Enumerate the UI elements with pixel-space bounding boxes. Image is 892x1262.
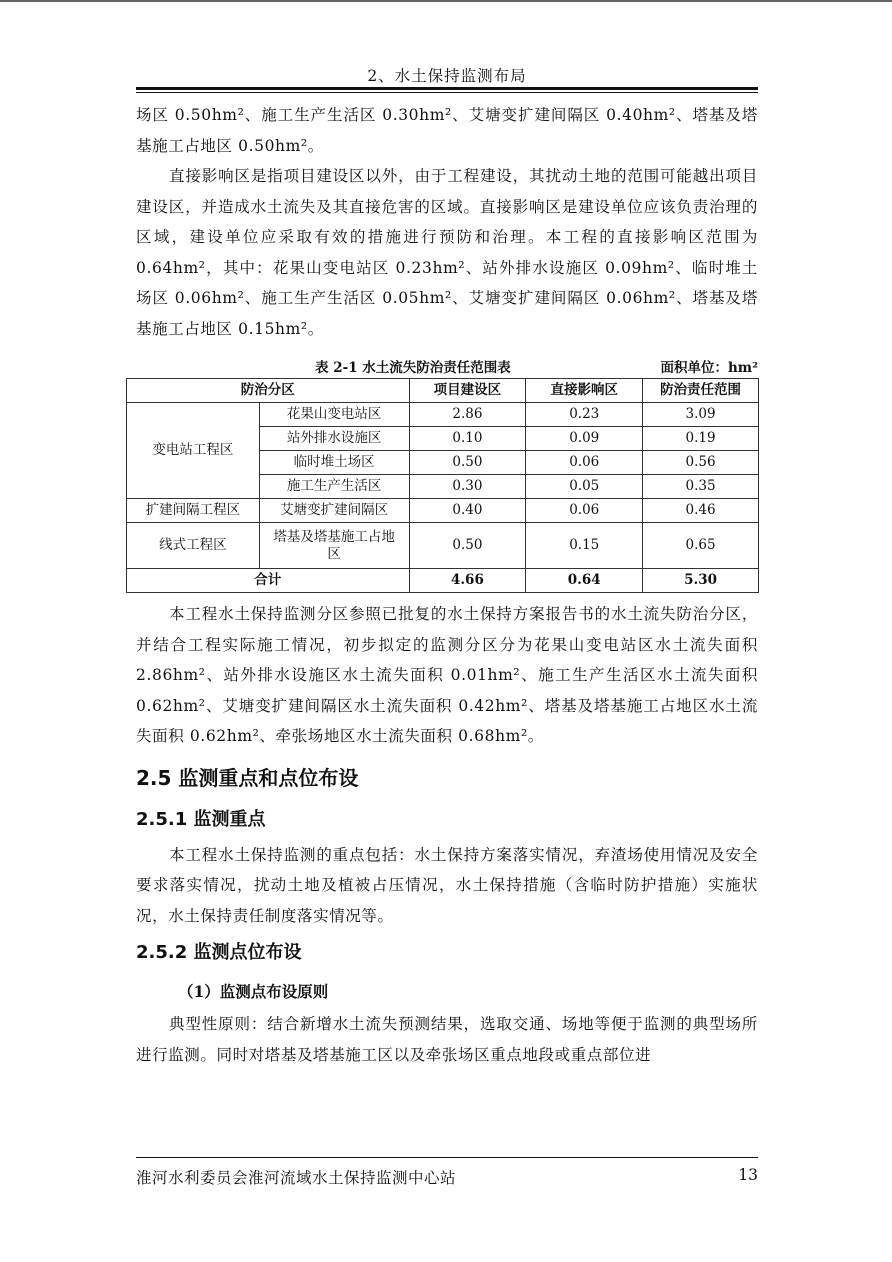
value-cell: 0.09 <box>526 427 643 451</box>
value-cell: 0.06 <box>526 451 643 475</box>
value-cell: 0.50 <box>409 523 526 569</box>
value-cell: 0.06 <box>526 499 643 523</box>
header-rule-thick <box>136 87 758 90</box>
paragraph-typicality: 典型性原则：结合新增水土流失预测结果，选取交通、场地等便于监测的典型场所进行监测。同时对塔基及塔基施工区以及牵张场区重点地段或重点部位进 <box>136 1015 758 1064</box>
header-rule-thin <box>136 92 758 93</box>
sub-zone-cell: 艾塘变扩建间隔区 <box>259 499 409 523</box>
sub-zone-cell: 站外排水设施区 <box>259 427 409 451</box>
group-cell: 扩建间隔工程区 <box>127 499 260 523</box>
table-header-row <box>127 379 759 403</box>
running-header: 2、水土保持监测布局 <box>367 67 527 85</box>
group-cell: 线式工程区 <box>127 523 260 569</box>
paragraph-continued: 场区 0.50hm²、施工生产生活区 0.30hm²、艾塘变扩建间隔区 0.40hm²、塔基及塔基施工占地区 0.50hm²。 <box>136 106 758 155</box>
value-cell: 0.40 <box>409 499 526 523</box>
header-direct-impact: 直接影响区 <box>526 379 643 403</box>
section-heading-2-5-2: 2.5.2 监测点位布设 <box>136 942 302 963</box>
subsection-heading-principles: （1）监测点布设原则 <box>178 982 329 1001</box>
table-row <box>127 403 759 427</box>
value-cell: 0.56 <box>643 451 759 475</box>
header-project-area: 项目建设区 <box>409 379 526 403</box>
sub-zone-cell: 施工生产生活区 <box>259 475 409 499</box>
sub-zone-cell: 塔基及塔基施工占地区 <box>259 523 409 569</box>
sub-zone-cell: 临时堆土场区 <box>259 451 409 475</box>
table-total-row <box>127 569 759 593</box>
footer-organization: 淮河水利委员会淮河流域水土保持监测中心站 <box>136 1169 457 1187</box>
page-top-border <box>0 0 892 2</box>
value-cell: 0.65 <box>643 523 759 569</box>
value-cell: 0.50 <box>409 451 526 475</box>
footer-rule <box>136 1157 758 1158</box>
value-cell: 0.35 <box>643 475 759 499</box>
value-cell: 0.23 <box>526 403 643 427</box>
value-cell: 0.05 <box>526 475 643 499</box>
total-value: 0.64 <box>526 569 643 593</box>
table-row <box>127 523 759 569</box>
table-caption: 表 2-1 水土流失防治责任范围表 <box>315 360 511 376</box>
sub-zone-cell: 花果山变电站区 <box>259 403 409 427</box>
total-label: 合计 <box>127 569 410 593</box>
page-body <box>136 100 758 1070</box>
value-cell: 0.30 <box>409 475 526 499</box>
table-caption-row <box>136 354 758 378</box>
section-heading-2-5: 2.5 监测重点和点位布设 <box>136 765 359 790</box>
group-cell: 变电站工程区 <box>127 403 260 499</box>
paragraph-direct-impact: 直接影响区是指项目建设区以外，由于工程建设，其扰动土地的范围可能越出项目建设区，并造成水土流失及其直接危害的区域。直接影响区是建设单位应该负责治理的区域，建设单位应采取有效的措施进行预防和治理。本工程的直接影响区范围为 0.64hm²，其中：花果山变电站区 0.23hm²、站外排水设施区 0.09hm²、临时堆土场区 0.06hm²、施工生产生活区 0.05hm²、艾塘变扩建间隔区 0.06hm²、塔基及塔基施工占地区 0.15hm²。 <box>136 167 758 338</box>
value-cell: 0.46 <box>643 499 759 523</box>
total-value: 4.66 <box>409 569 526 593</box>
table-unit: 面积单位：hm² <box>660 360 758 376</box>
value-cell: 0.19 <box>643 427 759 451</box>
total-value: 5.30 <box>643 569 759 593</box>
value-cell: 0.15 <box>526 523 643 569</box>
responsibility-table <box>126 378 759 593</box>
page-number: 13 <box>738 1166 758 1184</box>
header-responsibility-range: 防治责任范围 <box>643 379 759 403</box>
value-cell: 3.09 <box>643 403 759 427</box>
paragraph-monitoring-focus: 本工程水土保持监测的重点包括：水土保持方案落实情况，弃渣场使用情况及安全要求落实情况，扰动土地及植被占压情况，水土保持措施（含临时防护措施）实施状况，水土保持责任制度落实情况等。 <box>136 845 758 925</box>
value-cell: 0.10 <box>409 427 526 451</box>
header-zone: 防治分区 <box>127 379 410 403</box>
table-row <box>127 499 759 523</box>
paragraph-monitoring-zones: 本工程水土保持监测分区参照已批复的水土保持方案报告书的水土流失防治分区，并结合工程实际施工情况，初步拟定的监测分区分为花果山变电站区水土流失面积 2.86hm²、站外排水设施区水土流失面积 0.01hm²、施工生产生活区水土流失面积 0.62hm²、艾塘变扩建间隔区水土流失面积 0.42hm²、塔基及塔基施工占地区水土流失面积 0.62hm²、牵张场地区水土流失面积 0.68hm²。 <box>136 605 758 745</box>
value-cell: 2.86 <box>409 403 526 427</box>
section-heading-2-5-1: 2.5.1 监测重点 <box>136 808 266 830</box>
